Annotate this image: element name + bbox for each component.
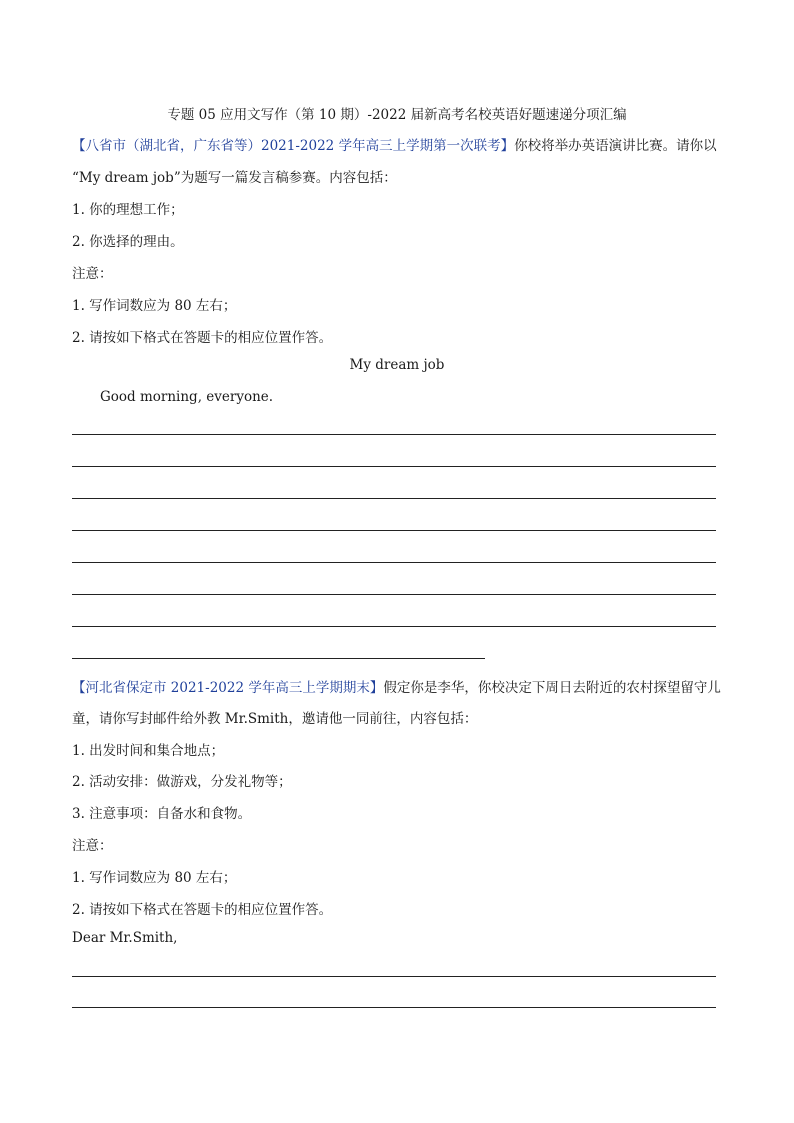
answer-line[interactable] (72, 658, 485, 659)
q1-opening: Good morning, everyone. (100, 389, 274, 405)
q1-note-1: 1. 写作词数应为 80 左右； (72, 298, 237, 314)
q2-note-1: 1. 写作词数应为 80 左右； (72, 870, 237, 886)
q1-prompt-line-1 (72, 134, 717, 154)
q2-prompt-line-1 (72, 676, 721, 696)
answer-line[interactable] (72, 626, 716, 627)
answer-line[interactable] (72, 530, 716, 531)
q2-source: 【河北省保定市 2021-2022 学年高三上学期期末】 (72, 680, 384, 696)
page-title: 专题 05 应用文写作（第 10 期）-2022 届新高考名校英语好题速递分项汇编 (167, 107, 627, 123)
answer-line[interactable] (72, 466, 716, 467)
q2-prompt-a: 假定你是李华，你校决定下周日去附近的农村探望留守儿 (383, 680, 721, 696)
answer-line[interactable] (72, 498, 716, 499)
q2-note-label: 注意： (72, 838, 113, 854)
answer-line[interactable] (72, 976, 716, 977)
q1-essay-title: My dream job (349, 357, 445, 373)
q1-note-2: 2. 请按如下格式在答题卡的相应位置作答。 (72, 330, 333, 346)
q1-source: 【八省市（湖北省，广东省等）2021-2022 学年高三上学期第一次联考】 (72, 138, 515, 154)
q2-prompt-b: 童，请你写封邮件给外教 Mr.Smith，邀请他一同前往，内容包括： (72, 711, 478, 727)
q2-item-2: 2. 活动安排：做游戏，分发礼物等； (72, 774, 292, 790)
answer-line[interactable] (72, 594, 716, 595)
q1-prompt-a: 你校将举办英语演讲比赛。请你以 (514, 138, 717, 154)
q1-item-2: 2. 你选择的理由。 (72, 234, 184, 250)
q2-salutation: Dear Mr.Smith, (72, 930, 178, 946)
answer-line[interactable] (72, 434, 716, 435)
q2-item-1: 1. 出发时间和集合地点； (72, 743, 225, 759)
q1-prompt-b: “My dream job”为题写一篇发言稿参赛。内容包括： (72, 170, 397, 186)
q2-note-2: 2. 请按如下格式在答题卡的相应位置作答。 (72, 902, 333, 918)
answer-line[interactable] (72, 562, 716, 563)
q1-note-label: 注意： (72, 266, 113, 282)
q2-item-3: 3. 注意事项：自备水和食物。 (72, 806, 252, 822)
q1-item-1: 1. 你的理想工作； (72, 202, 184, 218)
answer-line[interactable] (72, 1007, 716, 1008)
